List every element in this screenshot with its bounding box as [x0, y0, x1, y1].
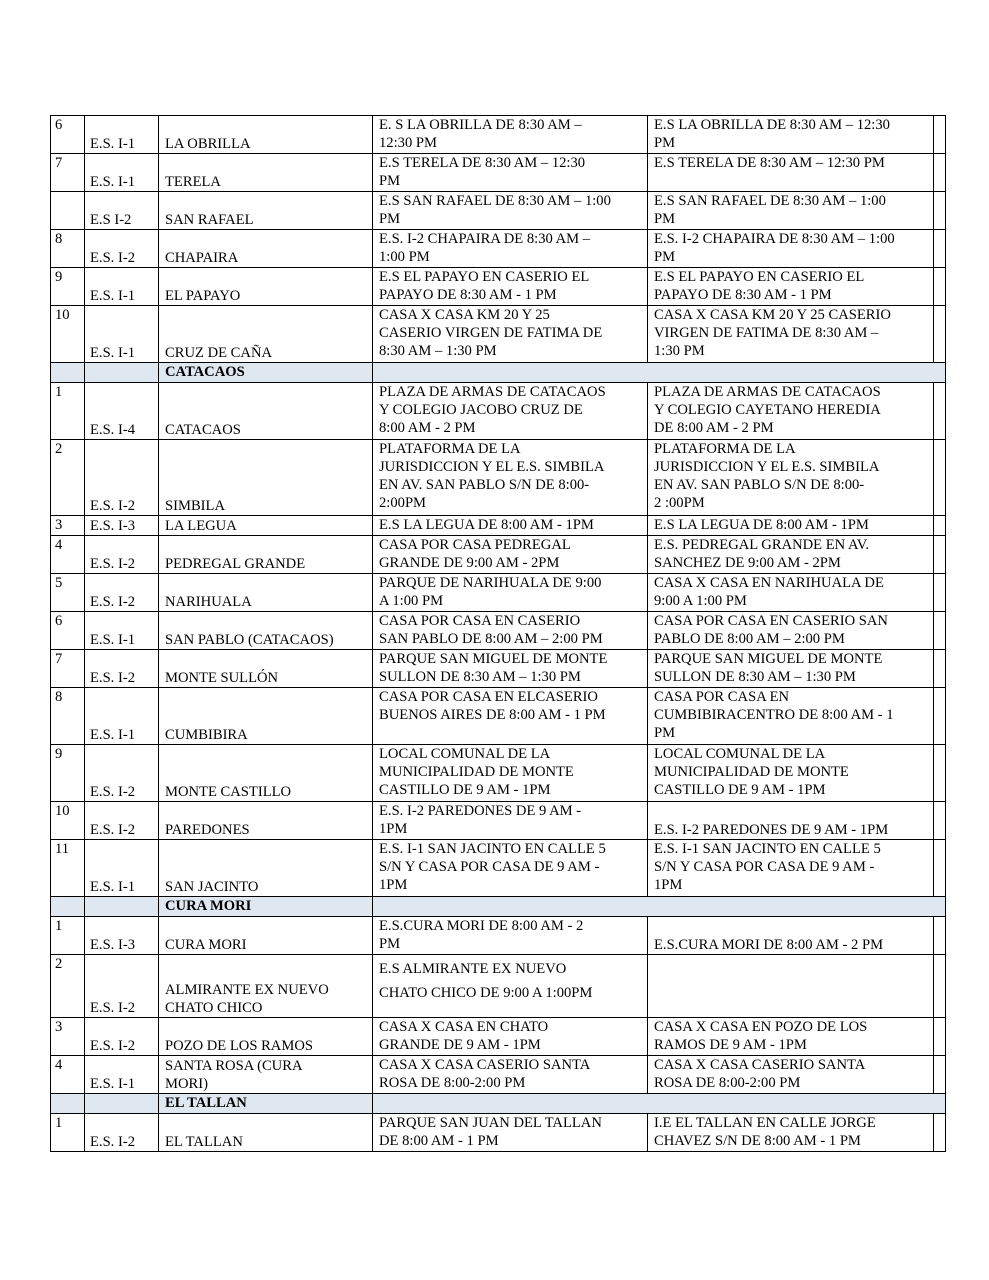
facility-code: E.S I-2 — [85, 192, 159, 230]
table-row — [51, 154, 946, 192]
row-number: 9 — [51, 745, 85, 802]
table-row — [51, 955, 946, 1018]
schedule-line: S/N Y CASA POR CASA DE 9 AM - — [379, 859, 600, 875]
schedule-line: Y COLEGIO JACOBO CRUZ DE — [379, 402, 583, 418]
schedule-line: DE 8:00 AM - 2 PM — [654, 420, 774, 436]
schedule-line: E.S TERELA DE 8:30 AM – 12:30 — [379, 155, 586, 171]
schedule-day-1 — [373, 192, 648, 230]
spacer-cell — [934, 116, 946, 154]
location-name — [159, 1056, 373, 1094]
schedule-day-1 — [373, 840, 648, 897]
schedule-day-1 — [373, 802, 648, 840]
schedule-line: CUMBIBIRACENTRO DE 8:00 AM - 1 — [654, 707, 894, 723]
table-row — [51, 917, 946, 955]
location-name: NARIHUALA — [159, 574, 373, 612]
schedule-line: PM — [654, 725, 676, 741]
section-row — [51, 897, 946, 917]
schedule-line: E.S EL PAPAYO EN CASERIO EL — [654, 269, 865, 285]
schedule-day-1 — [373, 574, 648, 612]
row-number: 7 — [51, 650, 85, 688]
schedule-line: CASA X CASA EN NARIHUALA DE — [654, 575, 884, 591]
row-number: 9 — [51, 268, 85, 306]
schedule-table-body — [51, 116, 946, 1152]
spacer-cell — [934, 574, 946, 612]
empty-cell — [85, 897, 159, 917]
schedule-line: MUNICIPALIDAD DE MONTE — [379, 764, 574, 780]
row-number: 11 — [51, 840, 85, 897]
schedule-line: CASTILLO DE 9 AM - 1PM — [654, 782, 826, 798]
schedule-line: ROSA DE 8:00-2:00 PM — [654, 1075, 801, 1091]
schedule-line: EN AV. SAN PABLO S/N DE 8:00- — [654, 477, 865, 493]
spacer-cell — [934, 650, 946, 688]
schedule-day-1 — [373, 536, 648, 574]
schedule-line: JURISDICCION Y EL E.S. SIMBILA — [379, 459, 605, 475]
table-row — [51, 840, 946, 897]
schedule-day-1 — [373, 917, 648, 955]
table-row — [51, 116, 946, 154]
schedule-line: 2 :00PM — [654, 495, 705, 511]
schedule-line: PM — [379, 211, 401, 227]
schedule-day-2 — [648, 1056, 934, 1094]
row-number: 10 — [51, 802, 85, 840]
spacer-cell — [934, 268, 946, 306]
schedule-line: 1PM — [654, 877, 683, 893]
spacer-cell — [934, 1114, 946, 1152]
spacer-cell — [934, 192, 946, 230]
spacer-cell — [934, 154, 946, 192]
schedule-line: 12:30 PM — [379, 135, 437, 151]
row-number: 7 — [51, 154, 85, 192]
section-title: CURA MORI — [159, 897, 373, 917]
schedule-line: CHAVEZ S/N DE 8:00 AM - 1 PM — [654, 1133, 861, 1149]
schedule-day-2 — [648, 192, 934, 230]
table-row — [51, 383, 946, 440]
schedule-line: DE 8:00 AM - 1 PM — [379, 1133, 499, 1149]
table-row — [51, 192, 946, 230]
schedule-day-1 — [373, 1018, 648, 1056]
facility-code: E.S. I-2 — [85, 745, 159, 802]
spacer-cell — [934, 688, 946, 745]
schedule-line: PAPAYO DE 8:30 AM - 1 PM — [654, 287, 832, 303]
row-number: 2 — [51, 440, 85, 516]
schedule-line: A 1:00 PM — [379, 593, 444, 609]
schedule-line: PARQUE SAN MIGUEL DE MONTE — [379, 651, 608, 667]
table-row — [51, 688, 946, 745]
schedule-line: PARQUE SAN MIGUEL DE MONTE — [654, 651, 883, 667]
facility-code: E.S. I-1 — [85, 612, 159, 650]
row-number: 6 — [51, 116, 85, 154]
location-name: EL TALLAN — [159, 1114, 373, 1152]
facility-code: E.S. I-1 — [85, 268, 159, 306]
location-name: SAN RAFAEL — [159, 192, 373, 230]
schedule-line: CASA POR CASA PEDREGAL — [379, 537, 571, 553]
schedule-line: E.S. I-2 CHAPAIRA DE 8:30 AM – — [379, 231, 591, 247]
schedule-line: PABLO DE 8:00 AM – 2:00 PM — [654, 631, 845, 647]
spacer-cell — [934, 917, 946, 955]
schedule-line: E.S LA LEGUA DE 8:00 AM - 1PM — [379, 517, 594, 533]
facility-code: E.S. I-3 — [85, 917, 159, 955]
facility-code: E.S. I-1 — [85, 1056, 159, 1094]
row-number: 1 — [51, 1114, 85, 1152]
table-row — [51, 745, 946, 802]
schedule-line: SANCHEZ DE 9:00 AM - 2PM — [654, 555, 841, 571]
schedule-line: PARQUE DE NARIHUALA DE 9:00 — [379, 575, 602, 591]
schedule-line: 1:30 PM — [654, 343, 705, 359]
schedule-day-1 — [373, 650, 648, 688]
schedule-line: JURISDICCION Y EL E.S. SIMBILA — [654, 459, 880, 475]
schedule-line: E.S EL PAPAYO EN CASERIO EL — [379, 269, 590, 285]
table-row — [51, 536, 946, 574]
facility-code: E.S. I-1 — [85, 306, 159, 363]
table-row — [51, 802, 946, 840]
schedule-line: E. S LA OBRILLA DE 8:30 AM – — [379, 117, 582, 133]
facility-code: E.S. I-2 — [85, 440, 159, 516]
schedule-line: E.S. I-2 PAREDONES DE 9 AM - — [379, 803, 582, 819]
row-number: 8 — [51, 230, 85, 268]
table-row — [51, 1018, 946, 1056]
section-title: CATACAOS — [159, 363, 373, 383]
schedule-line: Y COLEGIO CAYETANO HEREDIA — [654, 402, 881, 418]
location-name: MONTE SULLÓN — [159, 650, 373, 688]
schedule-line: E.S. I-1 SAN JACINTO EN CALLE 5 — [654, 841, 881, 857]
empty-cell — [51, 363, 85, 383]
spacer-cell — [934, 440, 946, 516]
schedule-line: PLAZA DE ARMAS DE CATACAOS — [379, 384, 606, 400]
table-row — [51, 650, 946, 688]
schedule-day-2 — [648, 383, 934, 440]
location-line: SANTA ROSA (CURA — [165, 1058, 303, 1074]
schedule-line: CASA X CASA CASERIO SANTA — [654, 1057, 866, 1073]
location-name: CURA MORI — [159, 917, 373, 955]
schedule-line: E.S LA OBRILLA DE 8:30 AM – 12:30 — [654, 117, 890, 133]
schedule-line: LOCAL COMUNAL DE LA — [379, 746, 551, 762]
schedule-line: EN AV. SAN PABLO S/N DE 8:00- — [379, 477, 590, 493]
table-row — [51, 268, 946, 306]
schedule-line: CASA X CASA KM 20 Y 25 CASERIO — [654, 307, 891, 323]
schedule-day-2 — [648, 574, 934, 612]
schedule-day-1 — [373, 440, 648, 516]
schedule-line: E.S LA LEGUA DE 8:00 AM - 1PM — [654, 517, 869, 533]
location-name: LA OBRILLA — [159, 116, 373, 154]
schedule-line: E.S. I-2 PAREDONES DE 9 AM - 1PM — [654, 822, 889, 838]
schedule-line: CHATO CHICO DE 9:00 A 1:00PM — [379, 985, 593, 1001]
schedule-line: E.S. I-1 SAN JACINTO EN CALLE 5 — [379, 841, 606, 857]
schedule-line: VIRGEN DE FATIMA DE 8:30 AM – — [654, 325, 879, 341]
schedule-line: I.E EL TALLAN EN CALLE JORGE — [654, 1115, 876, 1131]
facility-code: E.S. I-1 — [85, 116, 159, 154]
schedule-line: PM — [379, 173, 401, 189]
schedule-day-1 — [373, 268, 648, 306]
location-line: ALMIRANTE EX NUEVO — [165, 982, 329, 998]
row-number: 2 — [51, 955, 85, 1018]
schedule-line: E.S. PEDREGAL GRANDE EN AV. — [654, 537, 870, 553]
facility-code: E.S. I-2 — [85, 802, 159, 840]
schedule-day-1 — [373, 154, 648, 192]
location-name: CHAPAIRA — [159, 230, 373, 268]
facility-code: E.S. I-3 — [85, 516, 159, 536]
row-number: 10 — [51, 306, 85, 363]
schedule-line: PM — [654, 135, 676, 151]
location-name: TERELA — [159, 154, 373, 192]
schedule-line: E.S ALMIRANTE EX NUEVO — [379, 961, 567, 977]
schedule-day-2 — [648, 612, 934, 650]
schedule-line: GRANDE DE 9 AM - 1PM — [379, 1037, 541, 1053]
schedule-line: CASA POR CASA EN CASERIO — [379, 613, 581, 629]
row-number: 8 — [51, 688, 85, 745]
schedule-line: CASA X CASA EN CHATO — [379, 1019, 549, 1035]
location-name: CRUZ DE CAÑA — [159, 306, 373, 363]
schedule-line: E.S SAN RAFAEL DE 8:30 AM – 1:00 — [379, 193, 611, 209]
table-row — [51, 1056, 946, 1094]
schedule-line: S/N Y CASA POR CASA DE 9 AM - — [654, 859, 875, 875]
facility-code: E.S. I-2 — [85, 230, 159, 268]
schedule-day-2 — [648, 840, 934, 897]
row-number: 1 — [51, 917, 85, 955]
facility-code: E.S. I-2 — [85, 1114, 159, 1152]
schedule-line: E.S.CURA MORI DE 8:00 AM - 2 PM — [654, 937, 884, 953]
schedule-day-1 — [373, 516, 648, 536]
empty-cell — [85, 1094, 159, 1114]
section-blank — [373, 1094, 946, 1114]
schedule-line: E.S. I-2 CHAPAIRA DE 8:30 AM – 1:00 — [654, 231, 895, 247]
schedule-line: 8:30 AM – 1:30 PM — [379, 343, 497, 359]
schedule-day-2 — [648, 116, 934, 154]
spacer-cell — [934, 802, 946, 840]
facility-code: E.S. I-2 — [85, 1018, 159, 1056]
location-name: MONTE CASTILLO — [159, 745, 373, 802]
facility-code: E.S. I-1 — [85, 840, 159, 897]
schedule-day-2 — [648, 268, 934, 306]
schedule-day-1 — [373, 612, 648, 650]
schedule-line: CASTILLO DE 9 AM - 1PM — [379, 782, 551, 798]
location-name: PEDREGAL GRANDE — [159, 536, 373, 574]
spacer-cell — [934, 955, 946, 1018]
facility-code: E.S. I-4 — [85, 383, 159, 440]
schedule-line: E.S.CURA MORI DE 8:00 AM - 2 — [379, 918, 584, 934]
schedule-day-2 — [648, 516, 934, 536]
section-title: EL TALLAN — [159, 1094, 373, 1114]
schedule-day-2 — [648, 917, 934, 955]
schedule-day-2 — [648, 650, 934, 688]
location-name: PAREDONES — [159, 802, 373, 840]
location-line: MORI) — [165, 1076, 208, 1092]
spacer-cell — [934, 306, 946, 363]
schedule-day-2 — [648, 154, 934, 192]
schedule-line: RAMOS DE 9 AM - 1PM — [654, 1037, 807, 1053]
spacer-cell — [934, 383, 946, 440]
schedule-line: CASA X CASA KM 20 Y 25 — [379, 307, 550, 323]
schedule-day-1 — [373, 306, 648, 363]
schedule-day-2 — [648, 745, 934, 802]
schedule-line: 9:00 A 1:00 PM — [654, 593, 747, 609]
facility-code: E.S. I-1 — [85, 688, 159, 745]
schedule-line: 2:00PM — [379, 495, 427, 511]
section-row — [51, 363, 946, 383]
section-row — [51, 1094, 946, 1114]
schedule-line: PARQUE SAN JUAN DEL TALLAN — [379, 1115, 602, 1131]
schedule-line: E.S SAN RAFAEL DE 8:30 AM – 1:00 — [654, 193, 886, 209]
schedule-day-2 — [648, 1018, 934, 1056]
location-name: CATACAOS — [159, 383, 373, 440]
facility-code: E.S. I-2 — [85, 574, 159, 612]
section-blank — [373, 897, 946, 917]
schedule-line: PLATAFORMA DE LA — [379, 441, 521, 457]
schedule-line: PM — [654, 249, 676, 265]
schedule-table — [50, 115, 946, 1152]
schedule-day-1 — [373, 688, 648, 745]
facility-code: E.S. I-2 — [85, 536, 159, 574]
schedule-line: PM — [654, 211, 676, 227]
schedule-day-1 — [373, 230, 648, 268]
schedule-line: GRANDE DE 9:00 AM - 2PM — [379, 555, 560, 571]
schedule-line: ROSA DE 8:00-2:00 PM — [379, 1075, 526, 1091]
location-name: LA LEGUA — [159, 516, 373, 536]
schedule-line: PLAZA DE ARMAS DE CATACAOS — [654, 384, 881, 400]
schedule-line: BUENOS AIRES DE 8:00 AM - 1 PM — [379, 707, 606, 723]
spacer-cell — [934, 516, 946, 536]
spacer-cell — [934, 1018, 946, 1056]
empty-cell — [51, 1094, 85, 1114]
location-name: SIMBILA — [159, 440, 373, 516]
schedule-day-2 — [648, 802, 934, 840]
schedule-line: 1:00 PM — [379, 249, 430, 265]
schedule-line: CASA X CASA EN POZO DE LOS — [654, 1019, 868, 1035]
row-number: 1 — [51, 383, 85, 440]
schedule-day-2 — [648, 1114, 934, 1152]
schedule-day-2 — [648, 306, 934, 363]
table-row — [51, 574, 946, 612]
schedule-line: CASA X CASA CASERIO SANTA — [379, 1057, 591, 1073]
row-number — [51, 192, 85, 230]
schedule-line: SULLON DE 8:30 AM – 1:30 PM — [654, 669, 856, 685]
section-blank — [373, 363, 946, 383]
schedule-line: PLATAFORMA DE LA — [654, 441, 796, 457]
location-name: SAN JACINTO — [159, 840, 373, 897]
schedule-line: CASA POR CASA EN CASERIO SAN — [654, 613, 888, 629]
location-name: POZO DE LOS RAMOS — [159, 1018, 373, 1056]
location-name — [159, 955, 373, 1018]
location-line: CHATO CHICO — [165, 1000, 263, 1016]
schedule-day-2 — [648, 688, 934, 745]
row-number: 3 — [51, 516, 85, 536]
table-row — [51, 1114, 946, 1152]
spacer-cell — [934, 1056, 946, 1094]
table-row — [51, 612, 946, 650]
schedule-line: SAN PABLO DE 8:00 AM – 2:00 PM — [379, 631, 603, 647]
schedule-line: 8:00 AM - 2 PM — [379, 420, 476, 436]
schedule-day-1 — [373, 1056, 648, 1094]
schedule-line: LOCAL COMUNAL DE LA — [654, 746, 826, 762]
schedule-line: PM — [379, 936, 401, 952]
table-row — [51, 516, 946, 536]
schedule-day-1 — [373, 1114, 648, 1152]
schedule-day-1 — [373, 745, 648, 802]
location-name: EL PAPAYO — [159, 268, 373, 306]
row-number: 4 — [51, 1056, 85, 1094]
facility-code: E.S. I-1 — [85, 154, 159, 192]
empty-cell — [51, 897, 85, 917]
empty-cell — [85, 363, 159, 383]
row-number: 5 — [51, 574, 85, 612]
schedule-day-1 — [373, 116, 648, 154]
schedule-day-2 — [648, 440, 934, 516]
schedule-day-2 — [648, 230, 934, 268]
row-number: 6 — [51, 612, 85, 650]
schedule-day-1 — [373, 955, 648, 1018]
schedule-line: 1PM — [379, 877, 408, 893]
spacer-cell — [934, 230, 946, 268]
schedule-line: MUNICIPALIDAD DE MONTE — [654, 764, 849, 780]
table-row — [51, 440, 946, 516]
row-number: 3 — [51, 1018, 85, 1056]
schedule-line: CASERIO VIRGEN DE FATIMA DE — [379, 325, 603, 341]
schedule-day-1 — [373, 383, 648, 440]
schedule-line: CASA POR CASA EN — [654, 689, 790, 705]
row-number: 4 — [51, 536, 85, 574]
schedule-line: E.S TERELA DE 8:30 AM – 12:30 PM — [654, 155, 885, 171]
schedule-line: 1PM — [379, 821, 408, 837]
schedule-line: PAPAYO DE 8:30 AM - 1 PM — [379, 287, 557, 303]
schedule-day-2 — [648, 536, 934, 574]
spacer-cell — [934, 612, 946, 650]
spacer-cell — [934, 840, 946, 897]
spacer-cell — [934, 745, 946, 802]
table-row — [51, 306, 946, 363]
schedule-line: CASA POR CASA EN ELCASERIO — [379, 689, 598, 705]
facility-code: E.S. I-2 — [85, 650, 159, 688]
table-row — [51, 230, 946, 268]
schedule-line: SULLON DE 8:30 AM – 1:30 PM — [379, 669, 581, 685]
location-name: SAN PABLO (CATACAOS) — [159, 612, 373, 650]
facility-code: E.S. I-2 — [85, 955, 159, 1018]
spacer-cell — [934, 536, 946, 574]
location-name: CUMBIBIRA — [159, 688, 373, 745]
schedule-day-2 — [648, 955, 934, 1018]
